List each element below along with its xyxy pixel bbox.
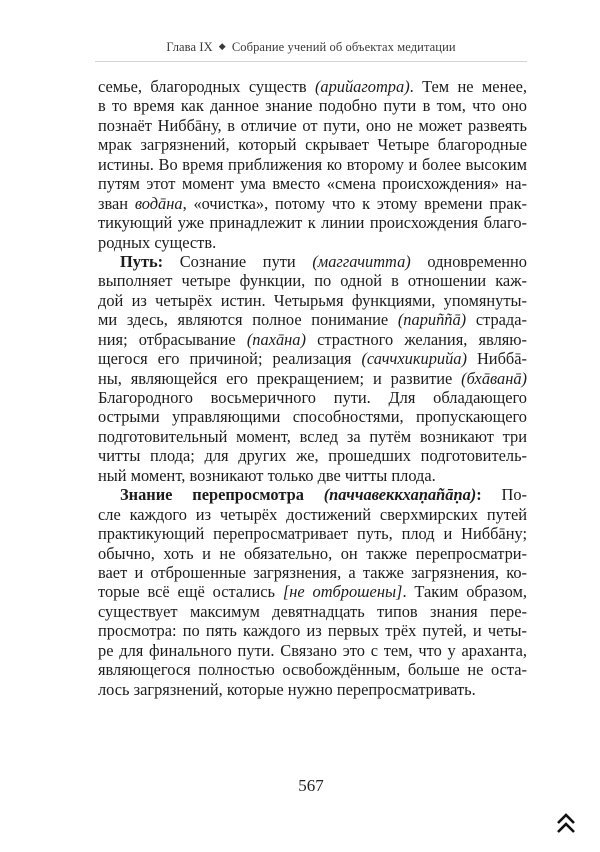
text-run: Благородного восьмеричного пути. Для обладающего bbox=[98, 388, 527, 407]
text-line bbox=[98, 582, 527, 601]
running-header bbox=[95, 40, 527, 55]
double-chevron-up-icon bbox=[553, 810, 579, 836]
text-run: зван bbox=[98, 193, 135, 213]
text-run: познаёт Ниббāну, в отличие от пути, оно не может развеять bbox=[98, 115, 527, 135]
text-run: острыми управляющими способностями, пропускающего bbox=[98, 407, 527, 427]
text-run: в то время как данное знание подобно пути в том, что оно bbox=[98, 96, 527, 116]
page-number: 567 bbox=[298, 776, 324, 795]
text-line bbox=[98, 330, 527, 349]
text-line bbox=[98, 466, 527, 485]
chapter-label: Глава IX bbox=[166, 40, 213, 54]
text-line bbox=[98, 602, 527, 621]
italic-term: (саччхикирийа) bbox=[361, 349, 467, 369]
text-run: семье, благородных существ bbox=[98, 77, 315, 96]
text-line bbox=[98, 213, 527, 232]
text-line bbox=[98, 252, 527, 271]
body-text bbox=[98, 77, 527, 699]
text-run: По- bbox=[481, 485, 527, 505]
text-line bbox=[98, 427, 527, 446]
text-run: ный момент, возникают только две читты плода. bbox=[98, 465, 436, 485]
italic-term: (маггачитта) bbox=[312, 251, 411, 271]
text-line bbox=[98, 174, 527, 193]
text-run: дой из четырёх истин. Четырьмя функциями, упомянуты- bbox=[98, 290, 527, 310]
text-line bbox=[98, 233, 527, 252]
text-run: родных существ. bbox=[98, 232, 217, 252]
text-run: тикующий уже принадлежит к линии происхождения благо- bbox=[98, 213, 527, 233]
text-line bbox=[98, 407, 527, 426]
text-line bbox=[98, 96, 527, 115]
text-run: являющегося полностью освобождённым, больше не оста- bbox=[98, 660, 527, 680]
text-run: практикующий перепросматривает путь, плод и Ниббāну; bbox=[98, 524, 527, 544]
text-run: ния; отбрасывание bbox=[98, 329, 247, 349]
italic-term: (паччавеккхаṇаñāṇа) bbox=[323, 485, 477, 505]
header-divider bbox=[95, 61, 527, 62]
bold-heading: : bbox=[476, 485, 482, 505]
text-run: , «очистка», потому что к этому времени прак- bbox=[182, 193, 527, 213]
text-line bbox=[98, 194, 527, 213]
italic-term: (пахāна) bbox=[246, 329, 306, 349]
text-run: ре для финального пути. Связано это с тем, что у араханта, bbox=[98, 640, 527, 660]
text-run: путям этот момент ума вместо «смена происхождения» на- bbox=[98, 174, 527, 194]
chapter-title: Собрание учений об объектах медитации bbox=[231, 40, 456, 54]
text-line bbox=[98, 485, 527, 504]
italic-term: (арийаготра) bbox=[314, 77, 410, 96]
text-run: ны, являющейся его прекращением; и развитие bbox=[98, 368, 462, 388]
text-line bbox=[98, 660, 527, 679]
text-line bbox=[98, 135, 527, 154]
text-line bbox=[98, 369, 527, 388]
text-run: сле каждого из четырёх достижений сверхмирских путей bbox=[98, 504, 527, 524]
italic-term: (париññā) bbox=[397, 310, 467, 330]
text-run: читты плода; для других же, прошедших подготовитель- bbox=[98, 446, 527, 466]
text-run: . Таким образом, bbox=[402, 582, 528, 602]
text-line bbox=[98, 621, 527, 640]
text-run: подготовительный момент, вслед за путём возникают три bbox=[98, 426, 527, 446]
scroll-to-top-button[interactable] bbox=[553, 810, 579, 836]
text-run: страстного желания, являю- bbox=[305, 329, 527, 349]
text-line bbox=[98, 291, 527, 310]
italic-term: водāна bbox=[134, 193, 183, 213]
text-line bbox=[98, 271, 527, 290]
text-run: мрак загрязнений, который скрывает Четыре благородные bbox=[98, 135, 527, 155]
text-line bbox=[98, 680, 527, 699]
text-run: просмотра: по пять каждого из первых трёх путей, и четы- bbox=[98, 621, 527, 641]
text-line bbox=[98, 563, 527, 582]
text-run: щегося его причиной; реализация bbox=[98, 349, 362, 369]
bold-heading: Знание перепросмотра bbox=[120, 485, 324, 505]
text-run: лось загрязнений, которые нужно перепросматривать. bbox=[98, 679, 476, 699]
text-run: Ниббā- bbox=[466, 349, 527, 369]
text-run: существует максимум девятнадцать типов знания пере- bbox=[98, 601, 527, 621]
text-line bbox=[98, 641, 527, 660]
italic-term: [не отброшены] bbox=[282, 582, 403, 602]
text-run: торые всё ещё остались bbox=[98, 582, 283, 602]
text-line bbox=[98, 524, 527, 543]
text-line bbox=[98, 505, 527, 524]
text-run: . Тем не менее, bbox=[409, 77, 527, 96]
text-line bbox=[98, 310, 527, 329]
text-run: вает и отброшенные загрязнения, а также загрязнения, ко- bbox=[98, 562, 527, 582]
text-run: страда- bbox=[466, 310, 528, 330]
text-line bbox=[98, 388, 527, 407]
text-line bbox=[98, 544, 527, 563]
text-run: одновременно bbox=[410, 251, 527, 271]
text-line bbox=[98, 446, 527, 465]
text-line bbox=[98, 349, 527, 368]
diamond-separator-icon: ◆ bbox=[218, 41, 226, 51]
text-run: выполняет четыре функции, по одной в отношении каж- bbox=[98, 271, 527, 291]
text-run: ми здесь, являются полное понимание bbox=[98, 310, 398, 330]
bold-heading: Путь: bbox=[120, 251, 164, 271]
text-run: Сознание пути bbox=[163, 251, 313, 271]
text-line bbox=[98, 155, 527, 174]
text-line bbox=[98, 77, 527, 96]
text-run: обычно, хоть и не обязательно, он также перепросматри- bbox=[98, 543, 527, 563]
italic-term: (бхāванā) bbox=[461, 368, 527, 388]
text-line bbox=[98, 116, 527, 135]
text-run: истины. Во время приближения ко второму и более высоким bbox=[98, 154, 527, 174]
